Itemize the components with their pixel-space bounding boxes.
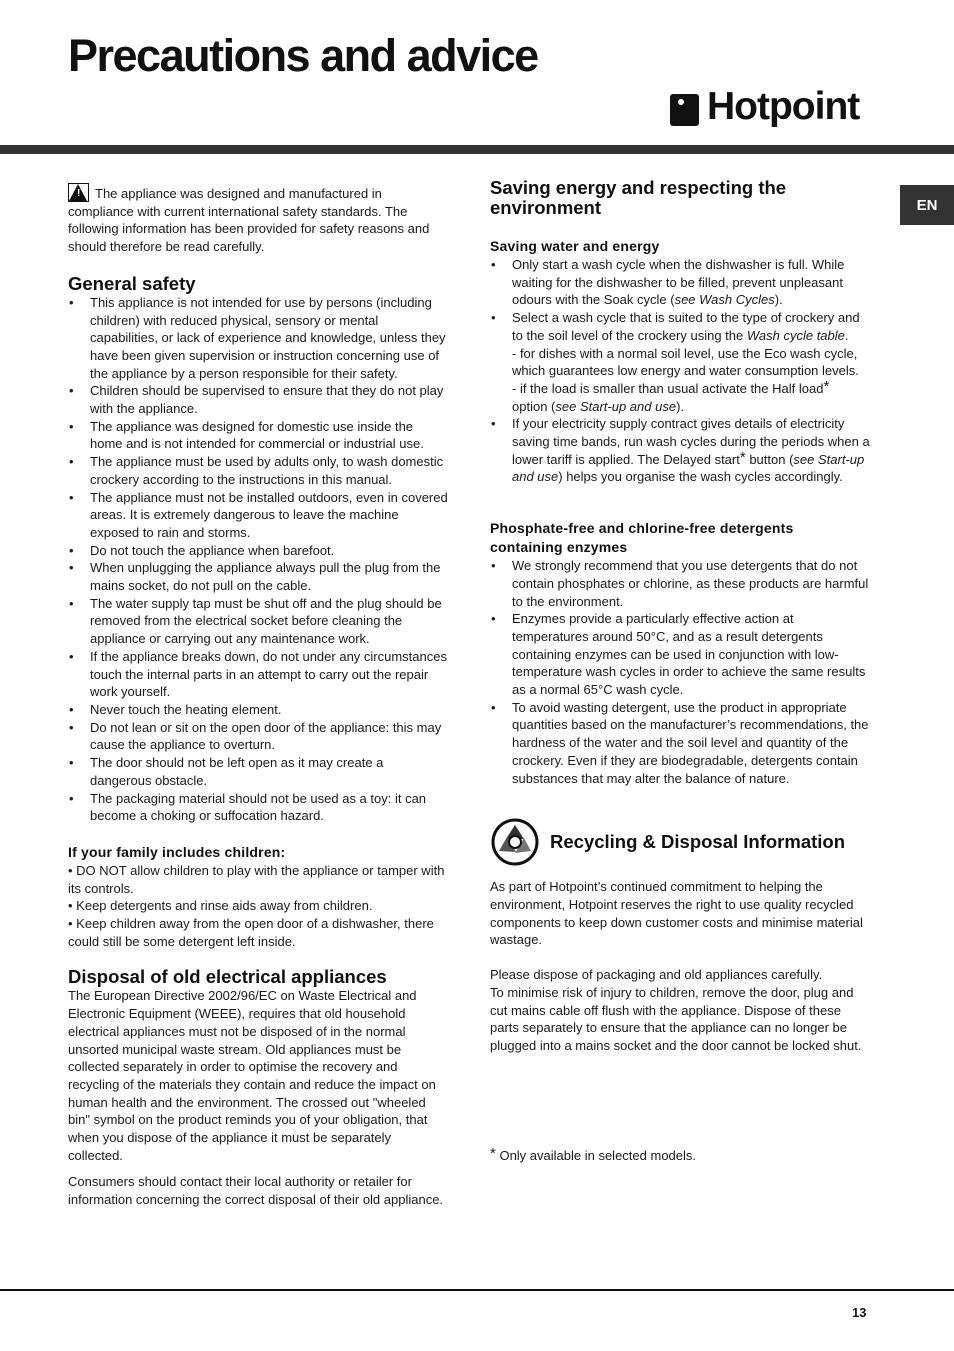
list-item: • The appliance must not be installed outdoors, even in covered areas. It is extremely dangerous to leave the machine exposed to rain and storms. [68,489,448,542]
right-column [490,178,870,1164]
list-item: • Do not touch the appliance when barefoot. [68,542,448,560]
list-item: • Children should be supervised to ensure that they do not play with the appliance. [68,382,448,417]
asterisk-mark: * [490,1144,496,1162]
hotpoint-logo [670,85,870,132]
page-title: Precautions and advice [68,30,538,81]
warning-icon: ! [68,183,89,202]
list-item: • Only start a wash cycle when the dishwasher is full. While waiting for the dishwasher to be filled, prevent unpleasant odours with the Soak cycle (see Wash Cycles). [490,256,870,309]
recycling-paragraph: To minimise risk of injury to children, remove the door, plug and cut mains cable off flush with the appliance. Dispose of these parts separately to ensure that the appliance can no longer be plugged into a mains socket and the door cannot be locked shut. [490,984,862,1053]
list-item: • We strongly recommend that you use detergents that do not contain phosphates or chlorine, as these products are harmful to the environment. [490,557,870,610]
footnote: * Only available in selected models. [490,1144,697,1163]
recycling-paragraph: As part of Hotpoint’s continued commitment to helping the environment, Hotpoint reserves the right to use quality recycled components to keep down customer costs and minimise material wastage. [490,879,863,948]
list-item: • Select a wash cycle that is suited to the type of crockery and to the soil level of the crockery using the Wash cycle table. - for dishes with a normal soil level, use the Eco wash cycle, which guarantees low energy and water consumption levels. - if the load is smaller than usual activate the Half load* option (see Start-up and use). [490,309,870,415]
asterisk-mark: * [823,377,830,395]
saving-list [490,256,870,486]
saving-water-subheading: Saving water and energy [490,238,660,254]
children-heading: If your family includes children: [68,843,286,860]
phosphate-subheading: Phosphate-free and chlorine-free detergents containing enzymes [490,520,794,556]
intro-paragraph: ! The appliance was designed and manufactured in compliance with current international safety standards. The following information has been provided for safety reasons and should therefore be read carefully. [68,183,448,256]
disposal-paragraph: Consumers should contact their local authority or retailer for information concerning the correct disposal of their old appliance. [68,1174,444,1208]
list-item: • The packaging material should not be used as a toy: it can become a choking or suffocation hazard. [68,790,448,825]
page-number: 13 [852,1305,867,1320]
header-rule [0,145,954,154]
children-line: • DO NOT allow children to play with the appliance or tamper with its controls. [68,862,445,896]
logo-text: Hotpoint [707,85,860,128]
list-item: • The appliance was designed for domestic use inside the home and is not intended for commercial or industrial use. [68,418,448,453]
language-tab: EN [900,185,954,225]
children-line: • Keep children away from the open door of a dishwasher, there could still be some detergent left inside. [68,916,434,949]
list-item: • The appliance must be used by adults only, to wash domestic crockery according to the instructions in this manual. [68,453,448,488]
phosphate-list [490,557,870,787]
list-item: • Never touch the heating element. [68,701,448,719]
recycling-header [490,817,870,867]
list-item: • To avoid wasting detergent, use the product in appropriate quantities based on the manufacturer’s recommendations, the hardness of the water and the soil level and quantity of the crockery. Even if they are biodegradable, detergents contain substances that may alter the balance of nature. [490,699,870,788]
list-item: • If your electricity supply contract gives details of electricity saving time bands, run wash cycles during the periods when a lower tariff is applied. The Delayed start* button (see Start-up and use) helps you organise the wash cycles accordingly. [490,415,870,486]
list-item: • The water supply tap must be shut off and the plug should be removed from the electrical socket before cleaning the appliance or carrying out any maintenance work. [68,595,448,648]
list-item: • Enzymes provide a particularly effective action at temperatures around 50°C, and as a result detergents containing enzymes can be used in conjunction with low-temperature wash cycles in order to achieve the same results as a normal 65°C wash cycle. [490,610,870,699]
logo-mark-icon [670,94,699,126]
list-item: • This appliance is not intended for use by persons (including children) with reduced physical, sensory or mental capabilities, or lack of experience and knowledge, unless they have been given supervision or instruction concerning use of the appliance by a person responsible for their safety. [68,294,448,383]
list-item: • If the appliance breaks down, do not under any circumstances touch the internal parts in an attempt to carry out the repair work yourself. [68,648,448,701]
disposal-paragraph: The European Directive 2002/96/EC on Waste Electrical and Electronic Equipment (WEEE), requires that old household electrical appliances must not be disposed of in the normal unsorted municipal waste stream. Old appliances must be collected separately in order to optimise the recovery and recycling of the materials they contain and reduce the impact on human health and the environment. The crossed out "wheeled bin" symbol on the product reminds you of your obligation, that when you dispose of the appliance it must be separately collected. [68,988,436,1163]
left-column [68,183,448,1209]
energy-heading: Saving energy and respecting the environment [490,177,787,218]
asterisk-mark: * [739,448,746,466]
general-safety-heading: General safety [68,272,196,294]
general-safety-list [68,294,448,825]
list-item: • The door should not be left open as it may create a dangerous obstacle. [68,754,448,789]
list-item: • When unplugging the appliance always pull the plug from the mains socket, do not pull on the cable. [68,559,448,594]
footer-rule [0,1289,954,1291]
recycling-heading: Recycling & Disposal Information [550,831,846,853]
recycling-paragraph: Please dispose of packaging and old appliances carefully. [490,967,823,983]
recycle-icon [490,817,540,867]
list-item: • Do not lean or sit on the open door of the appliance: this may cause the appliance to overturn. [68,719,448,754]
disposal-heading: Disposal of old electrical appliances [68,966,387,988]
children-line: • Keep detergents and rinse aids away from children. [68,898,373,914]
